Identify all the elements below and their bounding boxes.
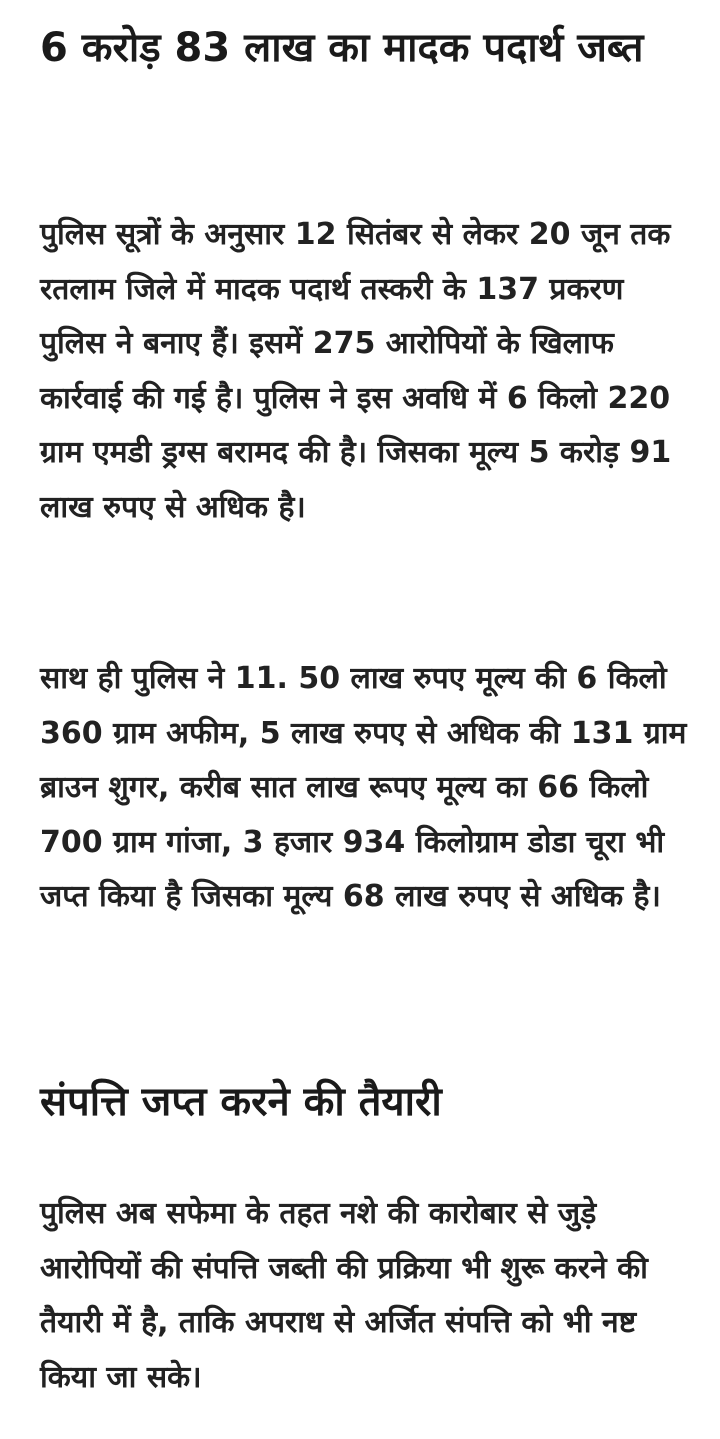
article-paragraph: पुलिस अब सफेमा के तहत नशे की कारोबार से जुड़े आरोपियों की संपत्ति जब्ती की प्रक्रिया भी शुरू करने की तैयारी में है, ताकि अपराध से अर्जित संपत्ति को भी नष्ट किया जा सके। bbox=[40, 1196, 648, 1395]
article-paragraph: साथ ही पुलिस ने 11. 50 लाख रुपए मूल्य की 6 किलो 360 ग्राम अफीम, 5 लाख रुपए से अधिक की 131 ग्राम ब्राउन शुगर, करीब सात लाख रूपए मूल्य का 66 किलो 700 ग्राम गांजा, 3 हजार 934 किलोग्राम डोडा चूरा भी जप्त किया है जिसका मूल्य 68 लाख रुपए से अधिक है। bbox=[40, 661, 687, 914]
article-paragraph: पुलिस सूत्रों के अनुसार 12 सितंबर से लेकर 20 जून तक रतलाम जिले में मादक पदार्थ तस्करी के 137 प्रकरण पुलिस ने बनाए हैं। इसमें 275 आरोपियों के खिलाफ कार्रवाई की गई है। पुलिस ने इस अवधि में 6 किलो 220 ग्राम एमडी ड्रग्स बरामद की है। जिसका मूल्य 5 करोड़ 91 लाख रुपए से अधिक है। bbox=[40, 217, 672, 525]
section-heading: संपत्ति जप्त करने की तैयारी bbox=[40, 1079, 442, 1125]
article-heading: 6 करोड़ 83 लाख का मादक पदार्थ जब्त bbox=[40, 25, 644, 71]
